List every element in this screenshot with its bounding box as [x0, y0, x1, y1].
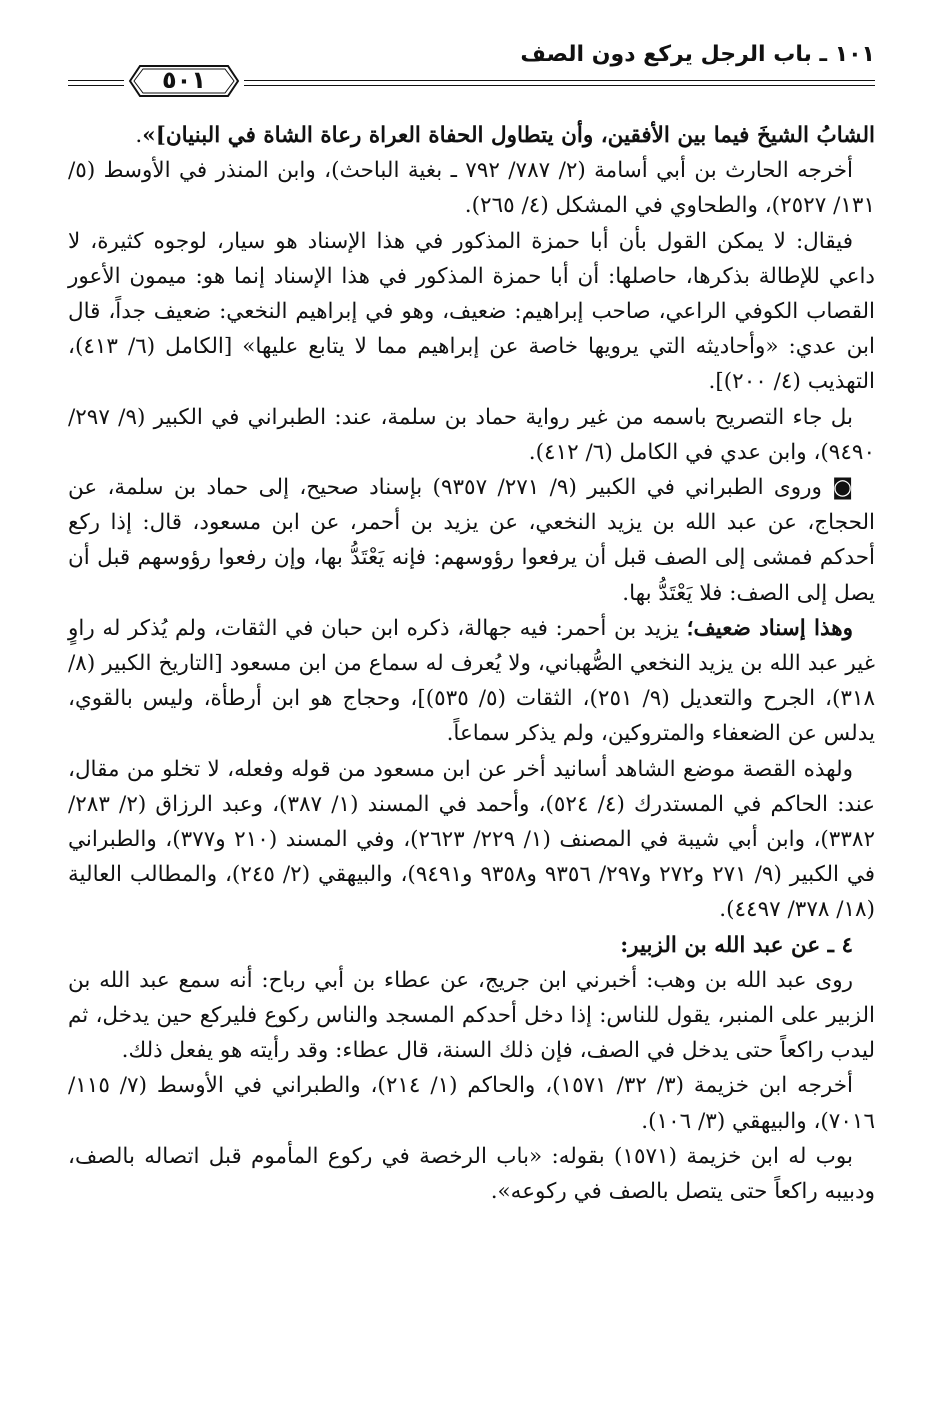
paragraph-8 [68, 963, 875, 1069]
paragraph-7-text: ولهذه القصة موضع الشاهد أسانيد أخر عن ابن مسعود من قوله وفعله، لا تخلو من مقال، عند: الحاكم في المستدرك (٤/ ٥٢٤)، وأحمد في المسند (١/ ٣٨٧)، وعبد الرزاق (٢/ ٢٨٣/ ٣٣٨٢)، وابن أبي شيبة في المصنف (١/ ٢٢٩/ ٢٦٢٣)، وفي المسند (٢١٠ و٣٧٧)، والطبراني في الكبير (٩/ ٢٧١ و٢٧٢ و٢٩٧/ ٩٣٥٦ و٩٣٥٨ و٩٤٩١)، والبيهقي (٢/ ٢٤٥)، والمطالب العالية (١٨/ ٣٧٨/ ٤٤٩٧). [68, 756, 876, 923]
chapter-title: ١٠١ ـ باب الرجل يركع دون الصف [520, 42, 875, 67]
paragraph-10-text: بوب له ابن خزيمة (١٥٧١) بقوله: «باب الرخصة في ركوع المأموم قبل اتصاله بالصف، ودبيبه راكعاً حتى يتصل بالصف في ركوعه». [68, 1143, 875, 1205]
paragraph-5-text: ◙ وروى الطبراني في الكبير (٩/ ٢٧١/ ٩٣٥٧) بإسناد صحيح، إلى حماد بن سلمة، عن الحجاج، عن عبد الله بن يزيد النخعي، عن يزيد بن أحمر، عن ابن مسعود، قال: إذا ركع أحدكم فمشى إلى الصف قبل أن يرفعوا رؤوسهم: فإنه يَعْتَدُّ بها، وإن رفعوا رؤوسهم قبل أن يصل إلى الصف: فلا يَعْتَدُّ بها. [68, 475, 875, 606]
section-heading-text: ٤ ـ عن عبد الله بن الزبير: [620, 932, 853, 958]
paragraph-3-text: فيقال: لا يمكن القول بأن أبا حمزة المذكور في هذا الإسناد هو سيار، لوجوه كثيرة، لا داعي للإطالة بذكرها، حاصلها: أن أبا حمزة المذكور في هذا الإسناد إنما هو: ميمون الأعور القصاب الكوفي الراعي، صاحب إبراهيم: ضعيف، وهو في إبراهيم النخعي: ضعيف جداً، قال ابن عدي: «وأحاديثه التي يرويها خاصة عن إبراهيم مما لا يتابع عليها» [الكامل (٦/ ٤١٣)، التهذيب (٤/ ٢٠٠)]. [68, 228, 875, 395]
paragraph-9-text: أخرجه ابن خزيمة (٣/ ٣٢/ ١٥٧١)، والحاكم (١/ ٢١٤)، والطبراني في الأوسط (٧/ ١١٥/ ٧٠١٦)، والبيهقي (٣/ ١٠٦). [68, 1073, 875, 1134]
paragraph-9 [68, 1068, 875, 1138]
page-number-frame [124, 60, 244, 102]
paragraph-4-text: بل جاء التصريح باسمه من غير رواية حماد بن سلمة، عند: الطبراني في الكبير (٩/ ٢٩٧/ ٩٤٩٠)، وابن عدي في الكامل (٦/ ٤١٢). [68, 404, 875, 465]
paragraph-2-text: أخرجه الحارث بن أبي أسامة (٢/ ٧٨٧/ ٧٩٢ ـ بغية الباحث)، وابن المنذر في الأوسط (٥/ ١٣١/ ٢٥٢٧)، والطحاوي في المشكل (٤/ ٢٦٥). [68, 158, 875, 219]
paragraph-7 [68, 752, 875, 928]
paragraph-6 [68, 611, 875, 752]
paragraph-1-text: . [135, 123, 143, 148]
paragraph-6-bold: وهذا إسناد ضعيف؛ [686, 615, 853, 641]
section-heading [68, 928, 875, 963]
page-number: ٥٠١ [162, 66, 206, 94]
paragraph-4 [68, 400, 875, 470]
page-header [68, 40, 875, 96]
paragraph-6-text: يزيد بن أحمر: فيه جهالة، ذكره ابن حبان في الثقات، ولم يُذكر له راوٍ غير عبد الله بن يزيد النخعي الصُّهباني، ولا يُعرف له سماع من ابن مسعود [التاريخ الكبير (٨/ ٣١٨)، الجرح والتعديل (٩/ ٢٥١)، الثقات (٥/ ٥٣٥)]، وحجاج هو ابن أرطأة، وليس بالقوي، يدلس عن الضعفاء والمتروكين، ولم يذكر سماعاً. [68, 615, 876, 747]
body-text [68, 118, 875, 1209]
paragraph-8-text: روى عبد الله بن وهب: أخبرني ابن جريج، عن عطاء بن أبي رباح: أنه سمع عبد الله بن الزبير على المنبر، يقول للناس: إذا دخل أحدكم المسجد والناس ركوع فليركع حين يدخل، ثم ليدب راكعاً حتى يدخل في الصف، فإن ذلك السنة، قال عطاء: وقد رأيته هو يفعل ذلك. [68, 967, 875, 1064]
paragraph-3 [68, 224, 875, 400]
paragraph-10 [68, 1139, 875, 1209]
paragraph-1-bold: الشابُ الشيخَ فيما بين الأفقين، وأن يتطاول الحفاة العراة رعاة الشاة في البنيان]» [142, 123, 875, 148]
paragraph-2 [68, 153, 875, 223]
paragraph-5 [68, 470, 875, 611]
paragraph-1 [68, 118, 875, 153]
